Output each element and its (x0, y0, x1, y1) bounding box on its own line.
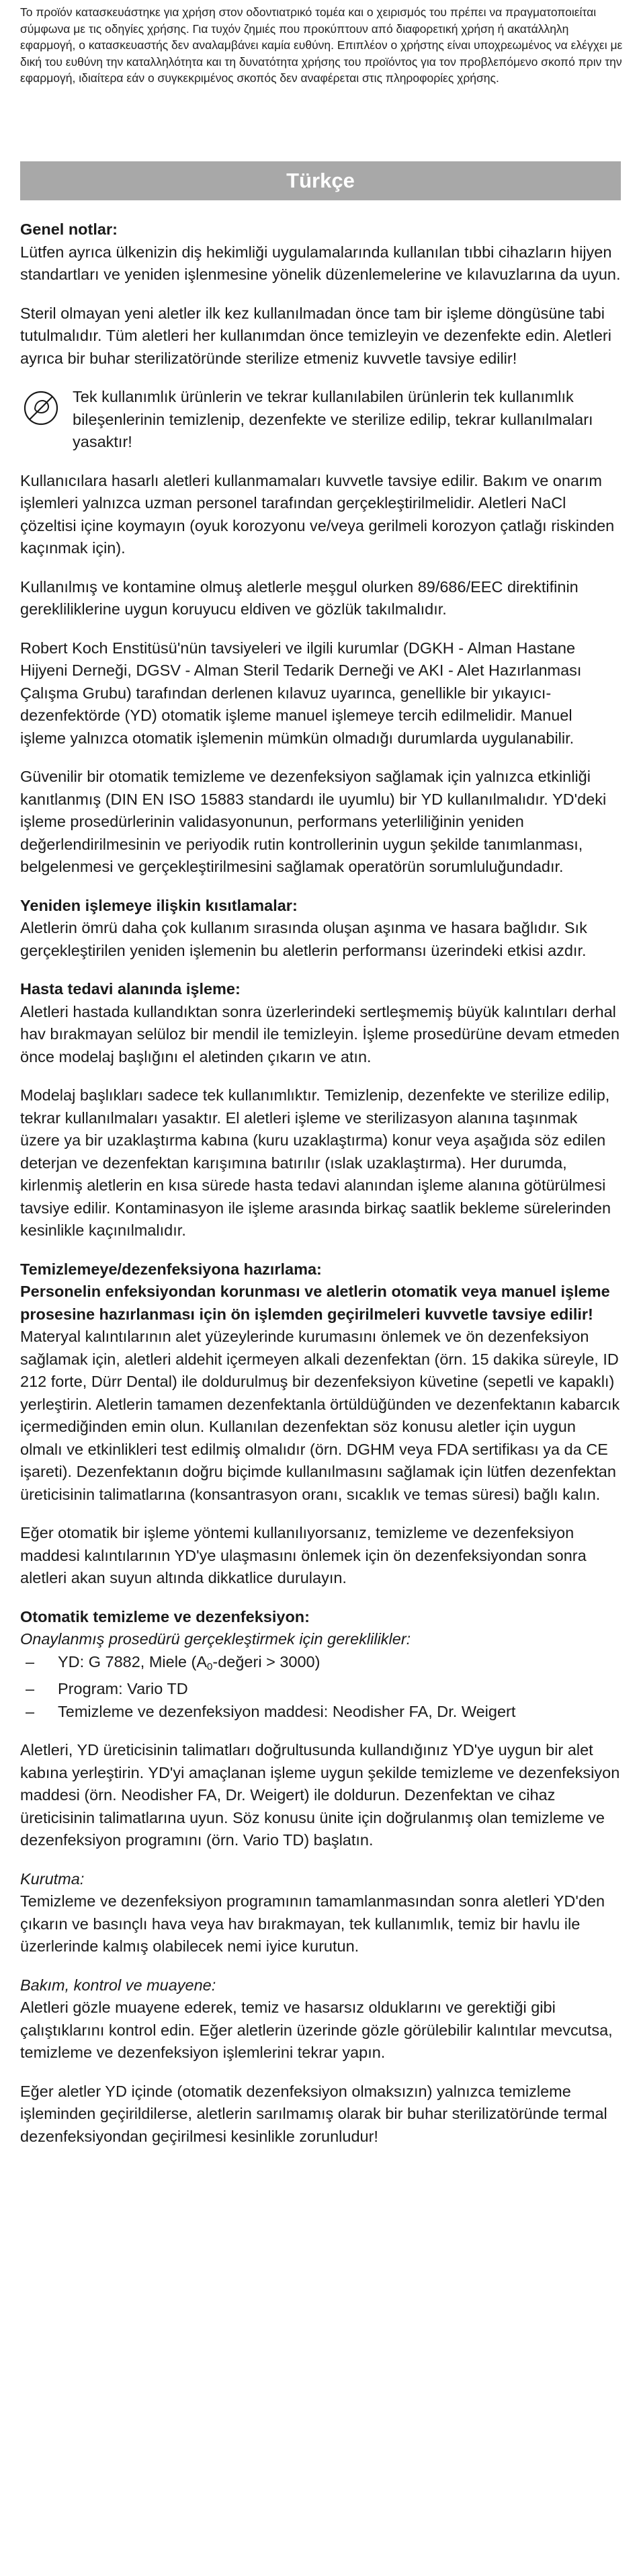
preparation-paragraph-2: Eğer otomatik bir işleme yöntemi kullanılıyorsanız, temizleme ve dezenfeksiyon maddesi kalıntılarının YD'ye ulaşmasını önlemek için ön dezenfeksiyondan sonra aletleri akan suyun altında dikkatlice durulayın. (20, 1524, 587, 1586)
requirement-item-program: – Program: Vario TD (20, 1678, 621, 1701)
requirement-washer-text: YD: G 7882, Miele (A0-değeri > 3000) (58, 1652, 320, 1673)
automatic-cleaning-heading: Otomatik temizleme ve dezenfeksiyon: (20, 1607, 310, 1625)
general-paragraph-3: Kullanıcılara hasarlı aletleri kullanmamaları kuvvetle tavsiye edilir. Bakım ve onarım işlemleri yalnızca uzman personel tarafından gerçekleştirilmelidir. Aletleri NaCl çözeltisi içine koymayın (oyuk korozyonu ve/veya gerilmeli korozyon çatlağı riskinden kaçınmak için). (20, 471, 615, 557)
treatment-paragraph-1: Aletleri hastada kullandıktan sonra üzerlerindeki sertleşmemiş büyük kalıntıları derhal hav bırakmayan selüloz bir mendil ile temizleyin. İşleme prosedürüne devam etmeden önce modelaj başlığını el aletinden çıkarın ve atın. (20, 1002, 620, 1065)
preparation-paragraph-1: Materyal kalıntılarının alet yüzeylerinde kurumasını önlemek ve ön dezenfeksiyon sağlamak için, aletleri aldehit içermeyen alkali dezenfektan (örn. 15 dakika süreyle, ID 212 forte, Dürr Dental) ile doldurulmuş bir dezenfeksiyon küvetine (sepetli ve kapaklı) yerleştirin. Aletlerin tamamen dezenfektanla örtüldüğünden ve dezenfektanın kabarcık içermediğinden emin olun. Kullanılan dezenfektan söz konusu aletler için uygun olmalı ve etkinlikleri test edilmiş olmalıdır (örn. DGHM veya FDA sertifikası ya da CE işareti). Dezenfektanın doğru biçimde kullanılmasını sağlamak için lütfen dezenfektan üreticisinin talimatlarına (konsantrasyon oranı, sıcaklık ve temas süresi) bağlı kalın. (20, 1328, 620, 1503)
treatment-area-heading: Hasta tedavi alanında işleme: (20, 980, 241, 998)
single-use-warning-text: Tek kullanımlık ürünlerin ve tekrar kullanılabilen ürünlerin tek kullanımlık bileşenlerinin temizlenip, dezenfekte ve sterilize edilip, tekrar kullanılmaları yasaktır! (73, 388, 593, 450)
requirements-heading: Onaylanmış prosedürü gerçekleştirmek için gereklilikler: (20, 1630, 411, 1648)
single-use-warning (20, 386, 621, 454)
do-not-reuse-icon (23, 390, 59, 426)
general-notes-heading: Genel notlar: (20, 220, 118, 238)
automatic-paragraph-1: Aletleri, YD üreticisinin talimatları doğrultusunda kullandığınız YD'ye uygun bir alet kabına yerleştirin. YD'yi amaçlanan işleme uygun şekilde temizleme ve dezenfeksiyon maddesi (örn. Neodisher FA, Dr. Weigert) ile doldurun. Dezenfektan ve cihaz üreticisinin talimatlarına uyun. Söz konusu ünite için doğrulanmış olan temizleme ve dezenfeksiyon programını (örn. Vario TD) başlatın. (20, 1741, 620, 1849)
requirement-item-washer (20, 1651, 621, 1679)
care-inspection-heading: Bakım, kontrol ve muayene: (20, 1976, 216, 1994)
limits-heading: Yeniden işlemeye ilişkin kısıtlamalar: (20, 896, 298, 914)
general-paragraph-5: Robert Koch Enstitüsü'nün tavsiyeleri ve ilgili kurumlar (DGKH - Alman Hastane Hijyeni Derneği, DGSV - Alman Steril Tedarik Derneği ve AKI - Alet Hazırlanması Çalışma Grubu) tarafından derlenen kılavuz uyarınca, genellikle bir yıkayıcı-dezenfektörde (YD) otomatik işleme manuel işlemeye tercih edilmelidir. Manuel işleme yalnızca otomatik işlemenin mümkün olmadığı durumlarda uygulanabilir. (20, 639, 582, 747)
greek-intro-text: Το προϊόν κατασκευάστηκε για χρήση στον οδοντιατρικό τομέα και ο χειρισμός του πρέπει να πραγματοποιείται σύμφωνα με τις οδηγίες χρήσης. Για τυχόν ζημιές που προκύπτουν από διαφορετική χρήση ή ακατάλληλη εφαρμογή, ο κατασκευαστής δεν αναλαμβάνει καμία ευθύνη. Επιπλέον ο χρήστης είναι υποχρεωμένος να ελέγχει με δική του ευθύνη την καταλληλότητα και τη δυνατότητα χρήσης του προϊόντος για τον προβλεπόμενο σκοπό πριν την εφαρμογή, ιδιαίτερα εάν ο συγκεκριμένος σκοπός δεν αναφέρεται στις πληροφορίες χρήσης. (20, 5, 623, 85)
content-body (20, 218, 621, 2164)
general-paragraph-6: Güvenilir bir otomatik temizleme ve dezenfeksiyon sağlamak için yalnızca etkinliği kanıtlanmış (DIN EN ISO 15883 standardı ile uyumlu) bir YD kullanılmalıdır. YD'deki işleme prosedürlerinin validasyonunun, performans yeterliliğinin yeniden değerlendirilmesinin ve periyodik rutin kontrollerinin uygun şekilde tanımlanması, belgelenmesi ve gerçekleştirilmesini sağlamak operatörün sorumluluğundadır. (20, 768, 607, 875)
general-paragraph-2: Steril olmayan yeni aletler ilk kez kullanılmadan önce tam bir işleme döngüsüne tabi tutulmalıdır. Tüm aletleri her kullanımdan önce temizleyin ve dezenfekte edin. Aletleri ayrıca bir buhar sterilizatöründe sterilize etmeniz kuvvetle tavsiye edilir! (20, 304, 611, 367)
final-paragraph: Eğer aletler YD içinde (otomatik dezenfeksiyon olmaksızın) yalnızca temizleme işleminden geçirildilerse, aletlerin sarılmamış olarak bir buhar sterilizatöründe termal dezenfeksiyondan geçirilmesi kesinlikle zorunludur! (20, 2082, 607, 2145)
requirements-list (20, 1651, 621, 1724)
preparation-subheading: Personelin enfeksiyondan korunması ve aletlerin otomatik veya manuel işleme prosesine hazırlanması için ön işlemden geçirilmeleri kuvvetle tavsiye edilir! (20, 1283, 610, 1323)
limits-paragraph: Aletlerin ömrü daha çok kullanım sırasında oluşan aşınma ve hasara bağlıdır. Sık gerçekleştirilen yeniden işlemenin bu aletlerin performansı üzerindeki etkisi azdır. (20, 919, 587, 959)
drying-heading: Kurutma: (20, 1869, 85, 1888)
care-inspection-paragraph: Aletleri gözle muayene ederek, temiz ve hasarsız olduklarını ve gerektiği gibi çalıştıklarını kontrol edin. Eğer aletlerin üzerinde gözle görülebilir kalıntılar mevcutsa, temizleme ve dezenfeksiyon işlemlerini tekrar yapın. (20, 1999, 613, 2061)
treatment-paragraph-2: Modelaj başlıkları sadece tek kullanımlıktır. Temizlenip, dezenfekte ve sterilize edilip, tekrar kullanılmaları yasaktır. El aletleri işleme ve sterilizasyon alanına taşınmak üzere ya bir uzaklaştırma kabına (kuru uzaklaştırma) konur veya aşağıda söz edilen deterjan ve dezenfektan karışımına batırılır (ıslak uzaklaştırma). Her durumda, kirlenmiş aletlerin en kısa sürede hasta tedavi alanından işleme alanına götürülmesi tavsiye edilir. Kontaminasyon ile işleme arasında birkaç saatlik bekleme sürelerinden kesinlikle kaçınılmalıdır. (20, 1086, 611, 1239)
subscript-zero: 0 (207, 1660, 213, 1673)
drying-paragraph: Temizleme ve dezenfeksiyon programının tamamlanmasından sonra aletleri YD'den çıkarın ve basınçlı hava veya hav bırakmayan, tek kullanımlık, temiz bir havlu ile üzerlerinde kalmış olabilecek nemi iyice kurutun. (20, 1892, 605, 1955)
preparation-heading: Temizlemeye/dezenfeksiyona hazırlama: (20, 1260, 322, 1278)
general-paragraph-1: Lütfen ayrıca ülkenizin diş hekimliği uygulamalarında kullanılan tıbbi cihazların hijyen standartları ve yeniden işlenmesine yönelik düzenlemelerine ve kılavuzlarına da uyun. (20, 243, 621, 283)
requirement-item-agent: – Temizleme ve dezenfeksiyon maddesi: Neodisher FA, Dr. Weigert (20, 1701, 621, 1724)
section-title-banner: Türkçe (20, 161, 621, 200)
general-paragraph-4: Kullanılmış ve kontamine olmuş aletlerle meşgul olurken 89/686/EEC direktifinin gerekliliklerine uygun koruyucu eldiven ve gözlük takılmalıdır. (20, 577, 579, 618)
